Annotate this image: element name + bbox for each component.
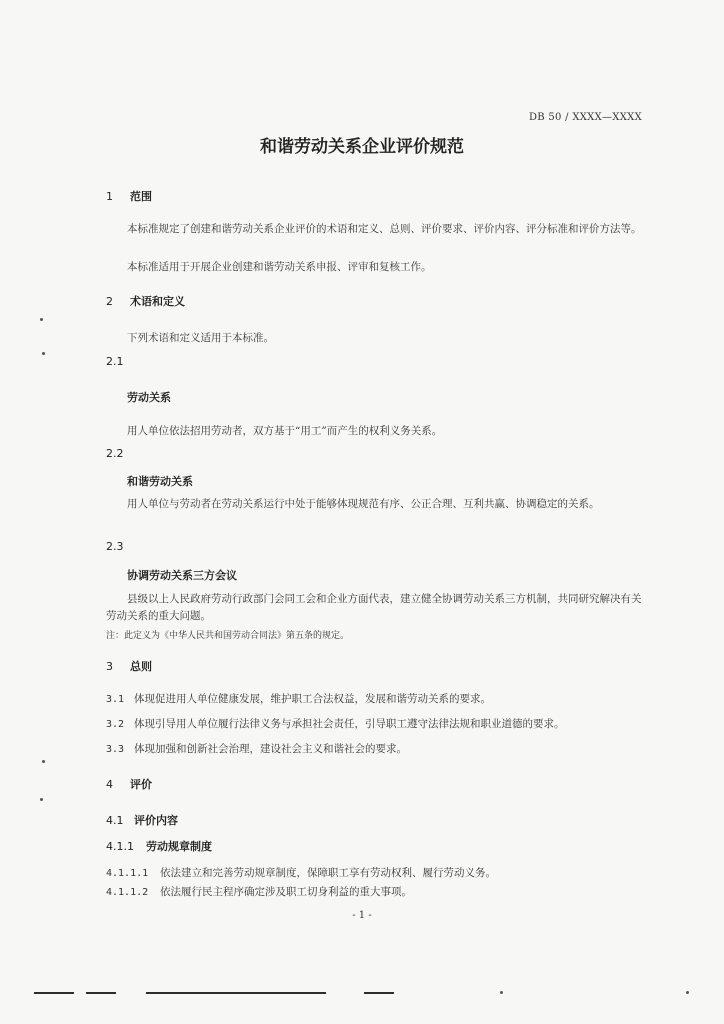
section-4-heading bbox=[106, 776, 152, 792]
scan-speck bbox=[500, 991, 503, 994]
section-number: 3 bbox=[106, 660, 113, 673]
term-2-1-title: 劳动关系 bbox=[127, 391, 171, 404]
page-number: - 1 - bbox=[352, 910, 372, 921]
general-principle-item bbox=[106, 691, 491, 706]
section-number: 1 bbox=[106, 190, 113, 203]
scan-speck bbox=[42, 352, 45, 355]
term-2-2-title: 和谐劳动关系 bbox=[127, 475, 193, 488]
subsection-number: 4.1 bbox=[106, 814, 124, 827]
scan-speck bbox=[686, 991, 689, 994]
subsection-title: 评价内容 bbox=[134, 814, 178, 827]
evaluation-item bbox=[106, 865, 496, 880]
item-text: 依法建立和完善劳动规章制度，保障职工享有劳动权利、履行劳动义务。 bbox=[160, 867, 496, 879]
item-number: 3.1 bbox=[106, 694, 125, 705]
section-1-heading bbox=[106, 188, 152, 204]
terms-intro: 下列术语和定义适用于本标准。 bbox=[127, 332, 274, 344]
document-title: 和谐劳动关系企业评价规范 bbox=[260, 137, 464, 157]
item-text: 体现促进用人单位健康发展，维护职工合法权益，发展和谐劳动关系的要求。 bbox=[134, 693, 491, 705]
scope-paragraph-2: 本标准适用于开展企业创建和谐劳动关系申报、评审和复核工作。 bbox=[127, 261, 432, 273]
subsection-title: 劳动规章制度 bbox=[146, 840, 212, 853]
term-2-1-number: 2.1 bbox=[106, 355, 124, 368]
term-2-2-definition: 用人单位与劳动者在劳动关系运行中处于能够体现规范有序、公正合理、互利共赢、协调稳定的关系。 bbox=[127, 498, 600, 510]
scan-speck bbox=[42, 760, 45, 763]
scan-mark-line bbox=[364, 992, 394, 994]
item-number: 4.1.1.2 bbox=[106, 887, 149, 898]
term-2-3-title: 协调劳动关系三方会议 bbox=[127, 569, 237, 582]
standard-code: DB 50 / XXXX—XXXX bbox=[528, 112, 642, 123]
scan-speck bbox=[40, 318, 43, 321]
section-number: 4 bbox=[106, 778, 113, 791]
term-2-1-definition: 用人单位依法招用劳动者，双方基于“用工”而产生的权利义务关系。 bbox=[127, 425, 443, 437]
scope-paragraph-1: 本标准规定了创建和谐劳动关系企业评价的术语和定义、总则、评价要求、评价内容、评分标准和评价方法等。 bbox=[127, 223, 642, 235]
section-title: 评价 bbox=[130, 778, 152, 791]
term-2-3-number: 2.3 bbox=[106, 540, 124, 553]
item-text: 体现引导用人单位履行法律义务与承担社会责任，引导职工遵守法律法规和职业道德的要求。 bbox=[134, 718, 565, 730]
item-text: 体现加强和创新社会治理，建设社会主义和谐社会的要求。 bbox=[134, 743, 407, 755]
section-3-heading bbox=[106, 658, 152, 674]
section-2-heading bbox=[106, 293, 185, 309]
item-number: 3.2 bbox=[106, 719, 125, 730]
term-2-3-definition: 县级以上人民政府劳动行政部门会同工会和企业方面代表，建立健全协调劳动关系三方机制，共同研究解决有关劳动关系的重大问题。 bbox=[106, 593, 642, 622]
scan-mark-line bbox=[146, 992, 326, 994]
section-title: 范围 bbox=[130, 190, 152, 203]
section-title: 总则 bbox=[130, 660, 152, 673]
general-principle-item bbox=[106, 716, 565, 731]
term-2-2-number: 2.2 bbox=[106, 447, 124, 460]
section-number: 2 bbox=[106, 295, 113, 308]
item-number: 3.3 bbox=[106, 744, 125, 755]
section-title: 术语和定义 bbox=[130, 295, 185, 308]
scan-mark-line bbox=[86, 992, 116, 994]
subsection-number: 4.1.1 bbox=[106, 840, 134, 853]
evaluation-item bbox=[106, 884, 412, 899]
general-principle-item bbox=[106, 741, 407, 756]
term-2-3-note: 注：此定义为《中华人民共和国劳动合同法》第五条的规定。 bbox=[106, 631, 350, 641]
subsection-4-1-heading bbox=[106, 812, 178, 828]
scan-mark-line bbox=[34, 992, 74, 994]
scan-speck bbox=[40, 798, 43, 801]
item-text: 依法履行民主程序确定涉及职工切身利益的重大事项。 bbox=[160, 886, 412, 898]
item-number: 4.1.1.1 bbox=[106, 868, 149, 879]
subsection-4-1-1-heading bbox=[106, 838, 212, 854]
